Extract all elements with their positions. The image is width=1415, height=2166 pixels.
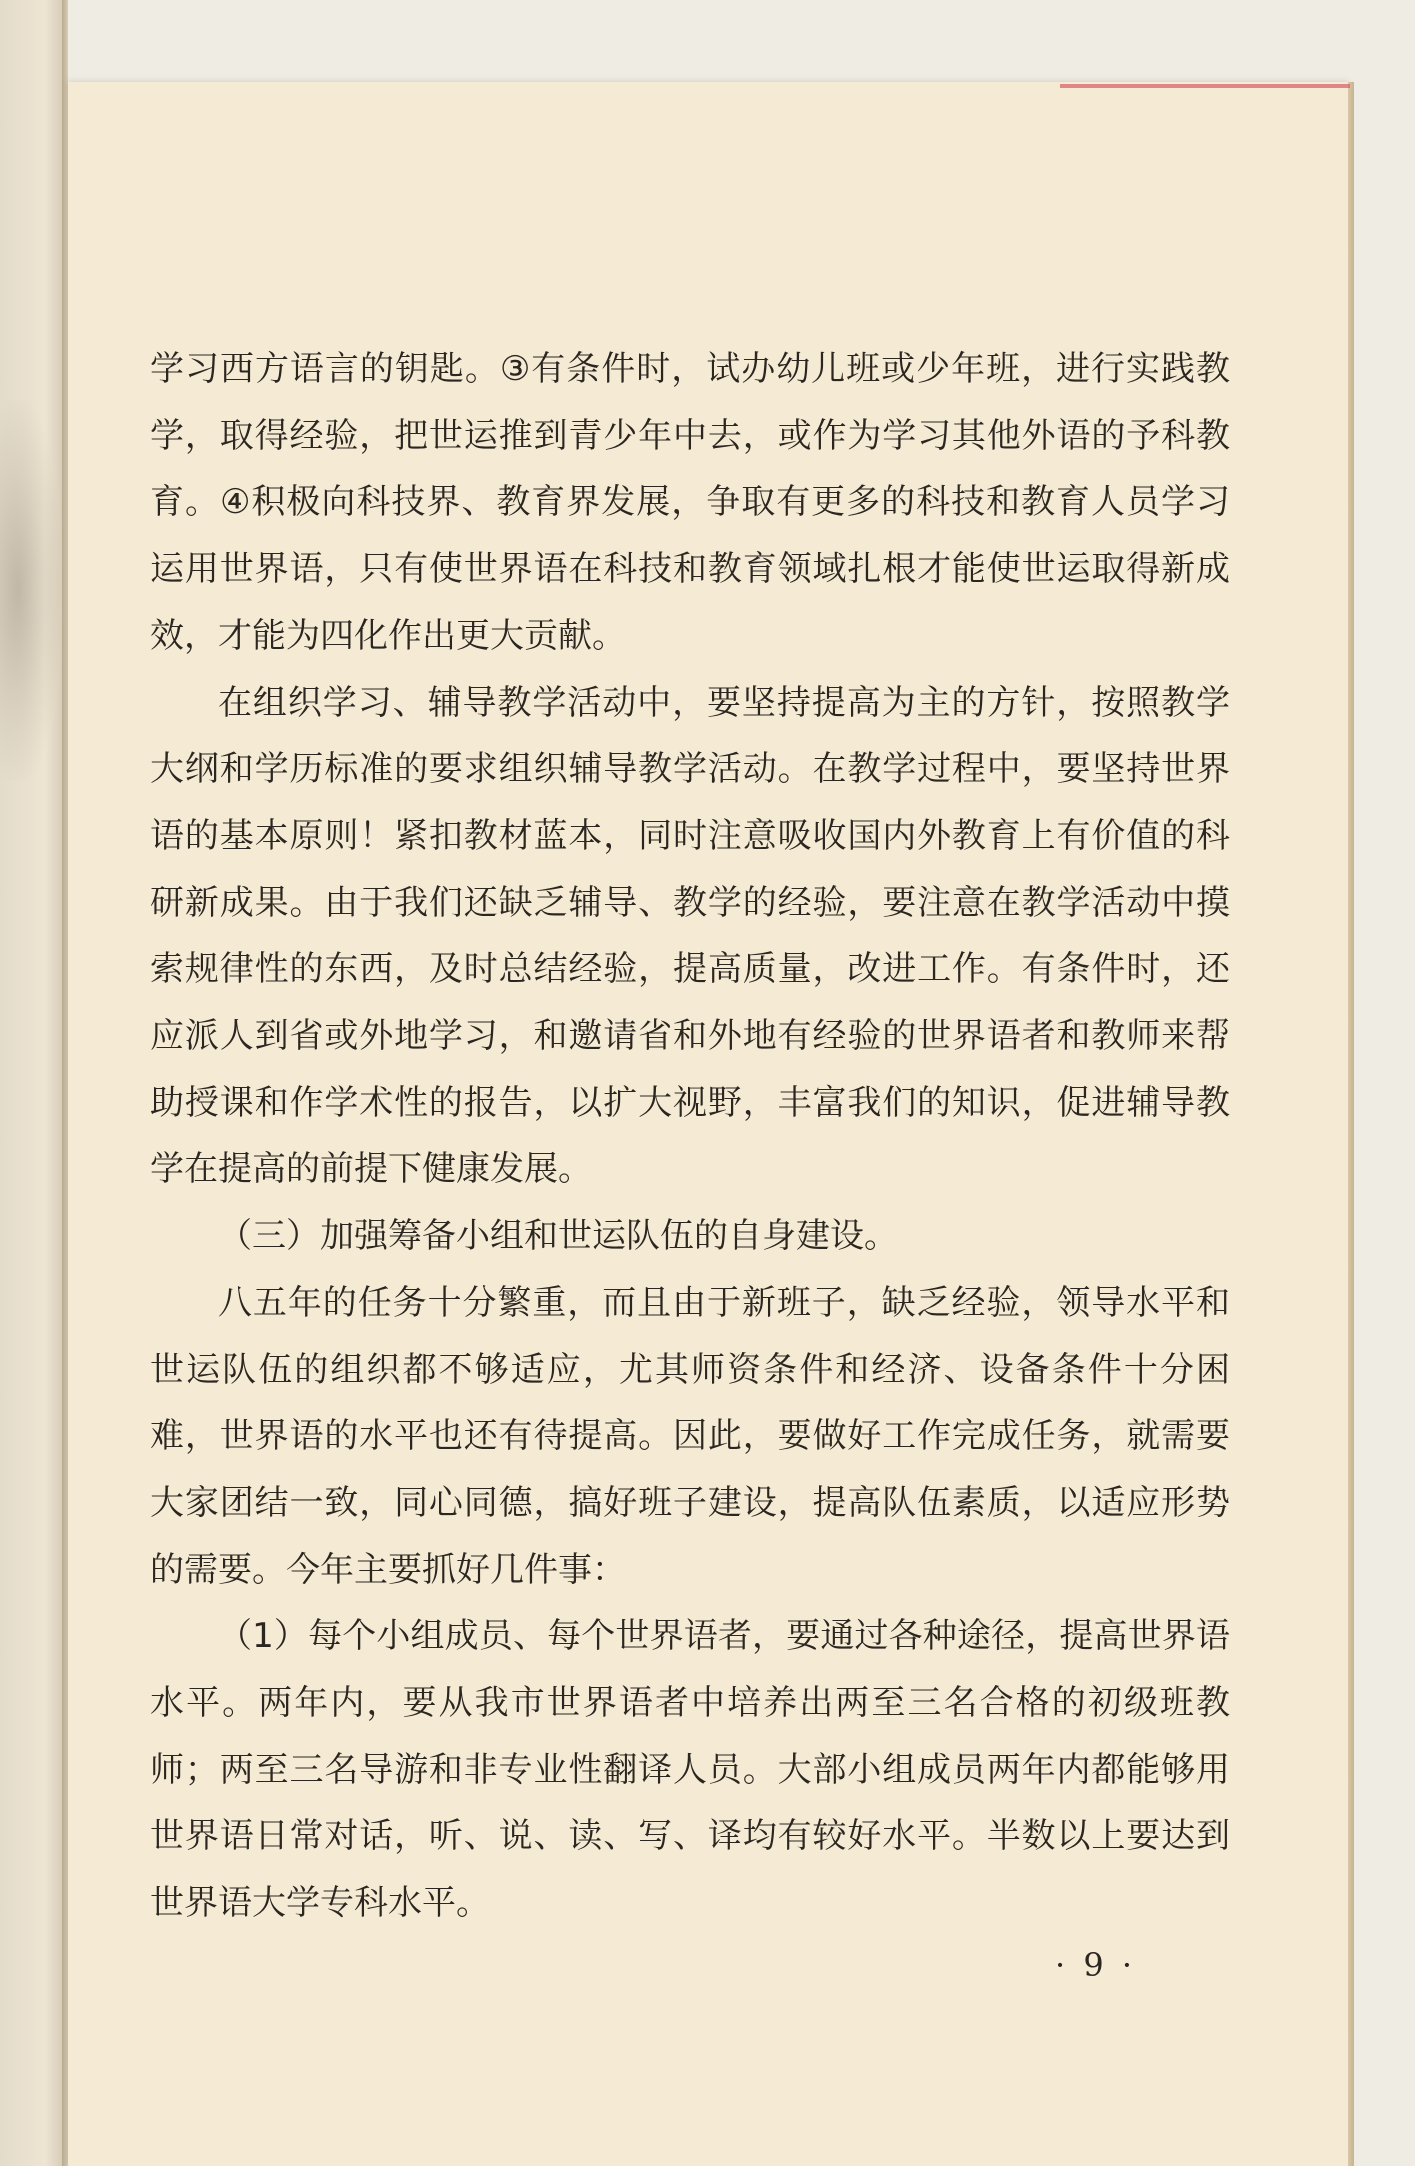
ink-smudge [0, 400, 60, 780]
paragraph-tasks-1985: 八五年的任务十分繁重，而且由于新班子，缺乏经验，领导水平和世运队伍的组织都不够适应，尤其师资条件和经济、设备条件十分困难，世界语的水平也还有待提高。因此，要做好工作完成任务，就需要大家团结一致，同心同德，搞好班子建设，提高队伍素质，以适应形势的需要。今年主要抓好几件事： [150, 1282, 1230, 1590]
page-number: · 9 · [1055, 1946, 1137, 1984]
left-page-edge [0, 0, 64, 2166]
paragraph-continuation: 学习西方语言的钥匙。③有条件时，试办幼儿班或少年班，进行实践教学，取得经验，把世运推到青少年中去，或作为学习其他外语的予科教育。④积极向科技界、教育界发展，争取有更多的科技和教育人员学习运用世界语，只有使世界语在科技和教育领域扎根才能使世运取得新成效，才能为四化作出更大贡献。 [150, 349, 1230, 656]
section-heading-three: （三）加强筹备小组和世运队伍的自身建设。 [218, 1216, 898, 1257]
right-page-edge [1348, 82, 1354, 2166]
paragraph-item-one: （1）每个小组成员、每个世界语者，要通过各种途径，提高世界语水平。两年内，要从我市世界语者中培养出两至三名合格的初级班教师；两至三名导游和非专业性翻译人员。大部小组成员两年内都能够用世界语日常对话，听、说、读、写、译均有较好水平。半数以上要达到世界语大学专科水平。 [150, 1616, 1230, 1924]
paragraph-teaching-activities: 在组织学习、辅导教学活动中，要坚持提高为主的方针，按照教学大纲和学历标准的要求组织辅导教学活动。在教学过程中，要坚持世界语的基本原则！紧扣教材蓝本，同时注意吸收国内外教育上有价值的科研新成果。由于我们还缺乏辅导、教学的经验，要注意在教学活动中摸索规律性的东西，及时总结经验，提高质量，改进工作。有条件时，还应派人到省或外地学习，和邀请省和外地有经验的世界语者和教师来帮助授课和作学术性的报告，以扩大视野，丰富我们的知识，促进辅导教学在提高的前提下健康发展。 [150, 682, 1230, 1190]
page-body-text [150, 336, 1230, 1937]
red-cover-edge [1060, 84, 1350, 88]
